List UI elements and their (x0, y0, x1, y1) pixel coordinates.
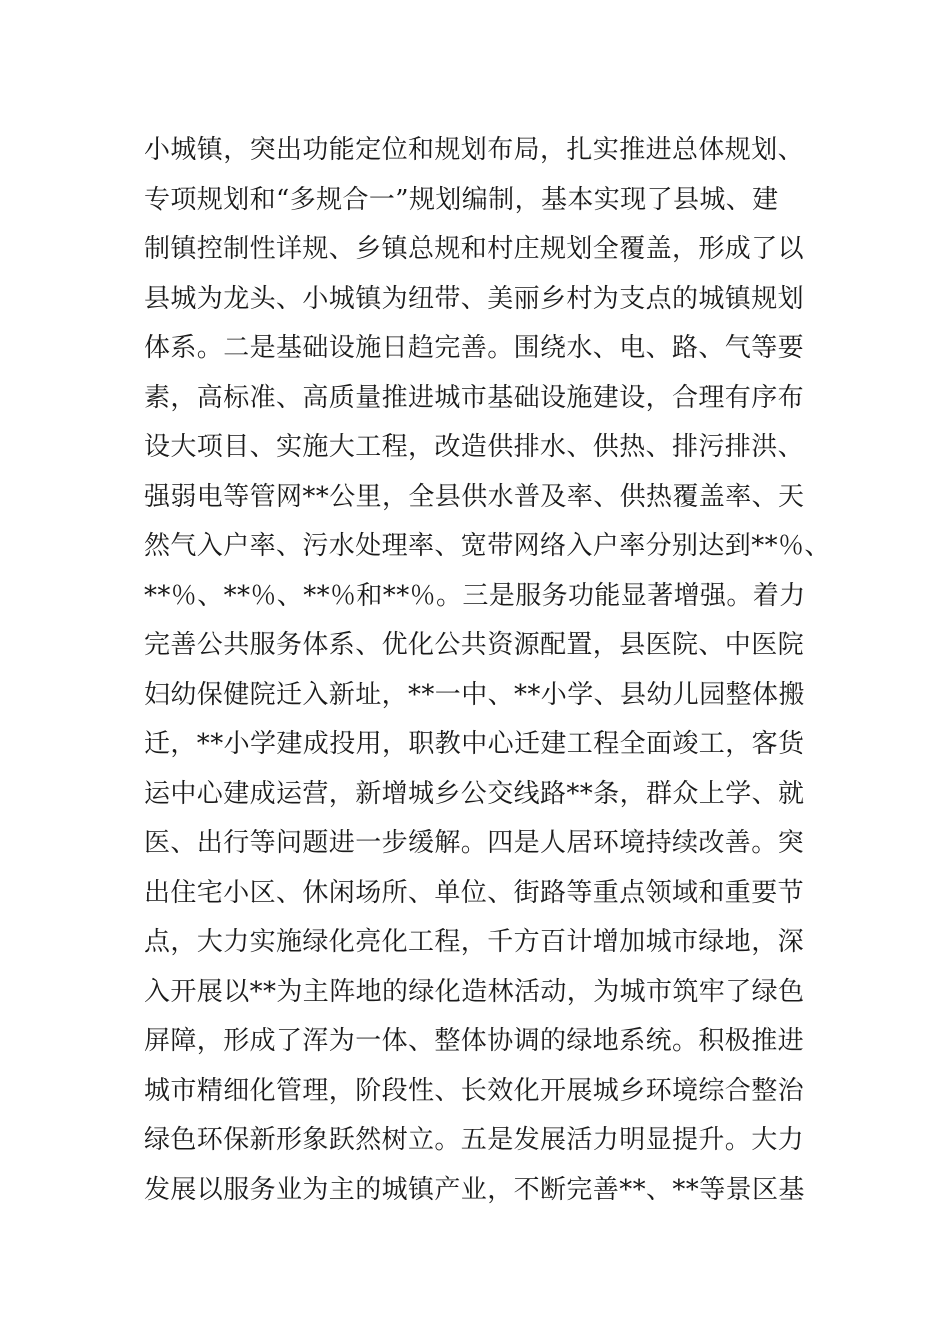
text-line: 制镇控制性详规、乡镇总规和村庄规划全覆盖，形成了以 (144, 234, 805, 264)
text-line: 城市精细化管理，阶段性、长效化开展城乡环境综合整治 (144, 1075, 805, 1106)
text-line: 强弱电等管网**公里，全县供水普及率、供热覆盖率、天 (144, 481, 805, 512)
text-line: 医、出行等问题进一步缓解。四是人居环境持续改善。突 (144, 828, 805, 858)
text-line: 县城为龙头、小城镇为纽带、美丽乡村为支点的城镇规划 (144, 283, 805, 314)
text-line: 然气入户率、污水处理率、宽带网络入户率分别达到**％、 (144, 531, 831, 561)
text-line: 出住宅小区、休闲场所、单位、街路等重点领域和重要节 (144, 877, 805, 908)
text-line: 素，高标准、高质量推进城市基础设施建设，合理有序布 (144, 382, 805, 413)
body-paragraph (144, 126, 844, 1215)
text-line: **％、**％、**％和**％。三是服务功能显著增强。着力 (144, 580, 806, 611)
text-line: 完善公共服务体系、优化公共资源配置，县医院、中医院 (144, 630, 805, 660)
text-line: 专项规划和“多规合一”规划编制，基本实现了县城、建 (144, 184, 779, 215)
text-line: 屏障，形成了浑为一体、整体协调的绿地系统。积极推进 (144, 1026, 805, 1056)
text-line: 妇幼保健院迁入新址，**一中、**小学、县幼儿园整体搬 (144, 679, 805, 710)
text-line: 点，大力实施绿化亮化工程，千方百计增加城市绿地，深 (144, 927, 805, 957)
text-line: 运中心建成运营，新增城乡公交线路**条，群众上学、就 (144, 778, 805, 809)
text-line: 迁，**小学建成投用，职教中心迁建工程全面竣工，客货 (144, 729, 805, 759)
text-line: 小城镇，突出功能定位和规划布局，扎实推进总体规划、 (144, 135, 805, 165)
text-line: 绿色环保新形象跃然树立。五是发展活力明显提升。大力 (144, 1125, 805, 1155)
text-line: 体系。二是基础设施日趋完善。围绕水、电、路、气等要 (144, 333, 805, 363)
text-line: 设大项目、实施大工程，改造供排水、供热、排污排洪、 (144, 432, 805, 462)
text-line: 发展以服务业为主的城镇产业，不断完善**、**等景区基 (144, 1174, 805, 1205)
text-line: 入开展以**为主阵地的绿化造林活动，为城市筑牢了绿色 (144, 976, 805, 1007)
